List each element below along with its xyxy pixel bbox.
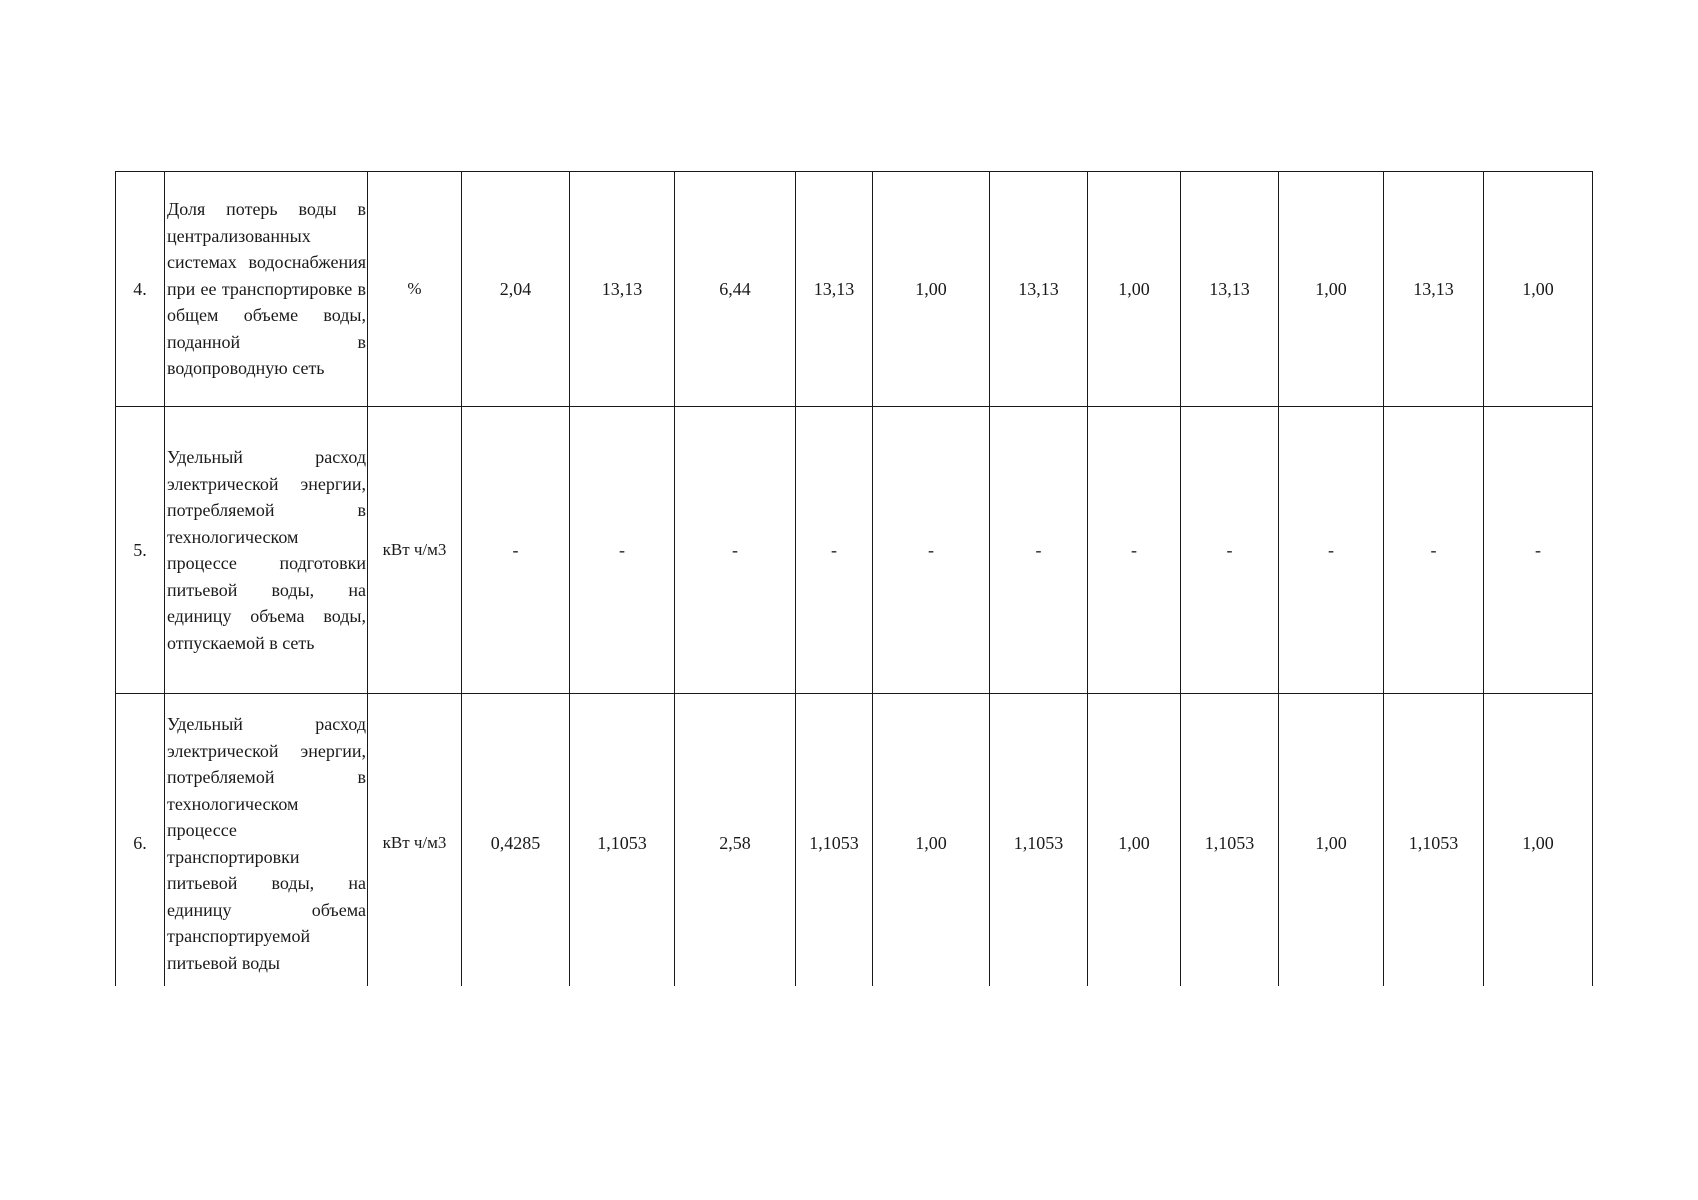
value-cell: 13,13 [796, 172, 873, 407]
value-cell: 1,1053 [990, 694, 1088, 987]
value-cell: - [1384, 407, 1484, 694]
value-cell: - [873, 407, 990, 694]
value-cell: 1,00 [873, 694, 990, 987]
value-cell: 2,04 [462, 172, 570, 407]
row-number: 4. [116, 172, 165, 407]
value-cell: 1,1053 [570, 694, 675, 987]
table-row-6 [116, 694, 1593, 987]
value-cell: 1,00 [1484, 172, 1593, 407]
value-cell: 1,00 [1088, 172, 1181, 407]
value-cell: - [1484, 407, 1593, 694]
row-number: 5. [116, 407, 165, 694]
value-cell: - [1279, 407, 1384, 694]
value-cell: - [990, 407, 1088, 694]
table-row-4 [116, 172, 1593, 407]
value-cell: - [1088, 407, 1181, 694]
value-cell: - [1181, 407, 1279, 694]
value-cell: 1,1053 [796, 694, 873, 987]
indicators-table [115, 171, 1593, 986]
unit-cell: % [368, 172, 462, 407]
value-cell: 1,00 [1279, 694, 1384, 987]
value-cell: 13,13 [570, 172, 675, 407]
unit-cell: кВт ч/м3 [368, 407, 462, 694]
value-cell: 1,00 [1088, 694, 1181, 987]
indicator-description: Доля потерь воды в централизованных системах водоснабжения при ее транспортировке в общем объеме воды, поданной в водопроводную сеть [165, 172, 368, 407]
value-cell: 6,44 [675, 172, 796, 407]
unit-cell: кВт ч/м3 [368, 694, 462, 987]
table-viewport [115, 171, 1595, 986]
indicator-description: Удельный расход электрической энергии, потребляемой в технологическом процессе транспортировки питьевой воды, на единицу объема транспортируемой питьевой воды [165, 694, 368, 987]
value-cell: 13,13 [990, 172, 1088, 407]
value-cell: - [570, 407, 675, 694]
row-number: 6. [116, 694, 165, 987]
value-cell: 1,00 [873, 172, 990, 407]
value-cell: 0,4285 [462, 694, 570, 987]
value-cell: 2,58 [675, 694, 796, 987]
indicator-description: Удельный расход электрической энергии, потребляемой в технологическом процессе подготовки питьевой воды, на единицу объема воды, отпускаемой в сеть [165, 407, 368, 694]
value-cell: 1,1053 [1181, 694, 1279, 987]
value-cell: 13,13 [1181, 172, 1279, 407]
value-cell: - [462, 407, 570, 694]
table-row-5 [116, 407, 1593, 694]
value-cell: 1,00 [1279, 172, 1384, 407]
value-cell: - [796, 407, 873, 694]
value-cell: - [675, 407, 796, 694]
value-cell: 1,1053 [1384, 694, 1484, 987]
value-cell: 1,00 [1484, 694, 1593, 987]
value-cell: 13,13 [1384, 172, 1484, 407]
